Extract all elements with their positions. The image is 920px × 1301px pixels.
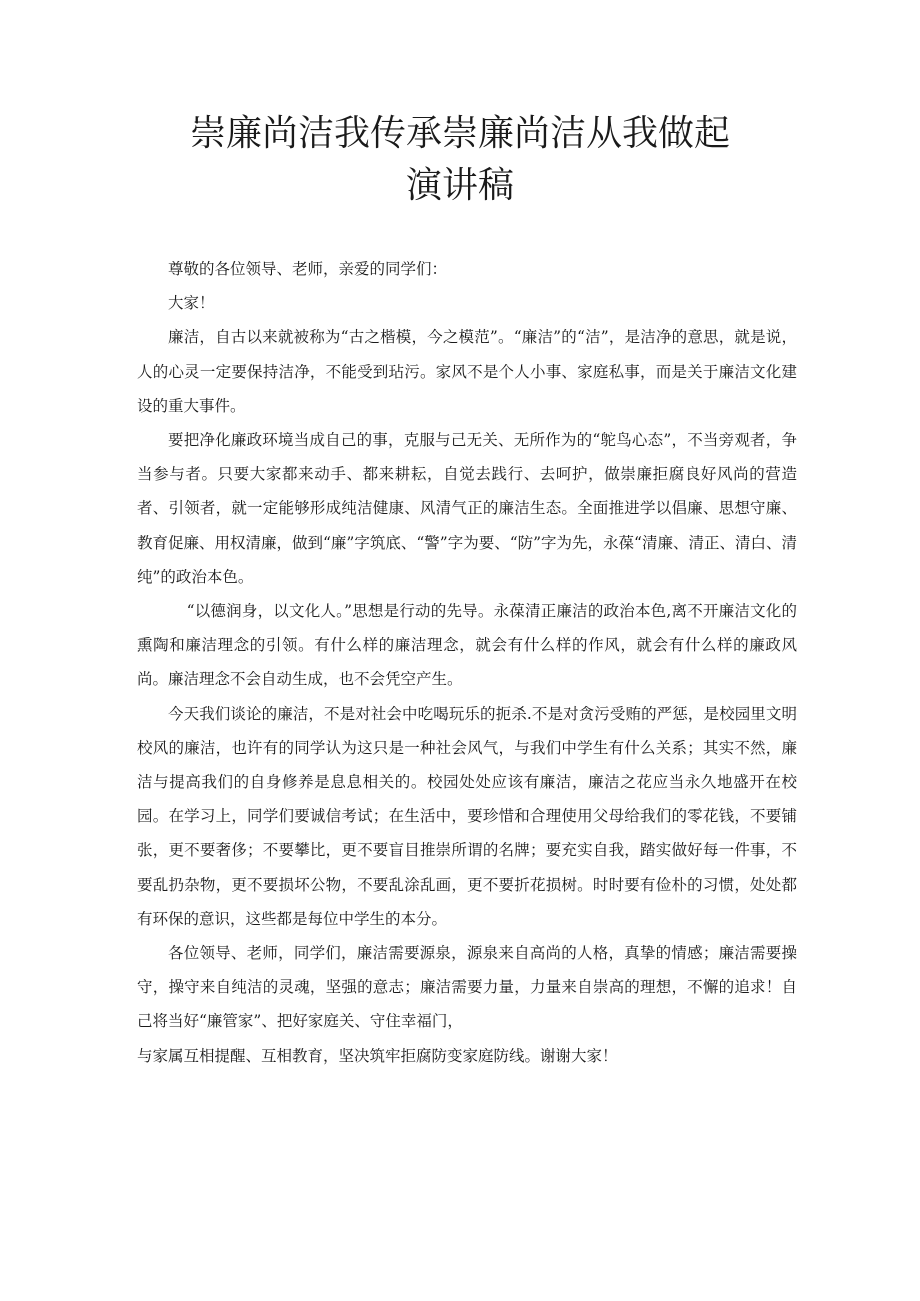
greeting: 尊敬的各位领导、老师，亲爱的同学们： bbox=[168, 260, 448, 278]
salutation: 大家！ bbox=[168, 294, 215, 313]
document-body bbox=[137, 252, 797, 1073]
closing-line: 与家属互相提醒、互相教育，坚决筑牢拒腐防变家庭防线。谢谢大家！ bbox=[137, 1046, 618, 1065]
paragraph-2: 要把净化廉政环境当成自己的事，克服与己无关、无所作为的“鸵鸟心态”，不当旁观者，争当参与者。只要大家都来动手、都来耕耘，自觉去践行、去呵护，做崇廉拒腐良好风尚的营造者、引领者，就一定能够形成纯洁健康、风清气正的廉洁生态。全面推进学以倡廉、思想守廉、教育促廉、用权清廉，做到“廉”字筑底、“警”字为要、“防”字为先，永葆“清廉、清正、清白、清纯”的政治本色。 bbox=[137, 431, 797, 586]
document-title bbox=[0, 108, 920, 212]
paragraph-1: 廉洁，自古以来就被称为“古之楷模，今之模范”。“廉洁”的“洁”，是洁净的意思，就是说，人的心灵一定要保持洁净，不能受到玷污。家风不是个人小事、家庭私事，而是关于廉洁文化建设的重大事件。 bbox=[137, 328, 797, 415]
paragraph-5: 各位领导、老师，同学们，廉洁需要源泉，源泉来自高尚的人格，真挚的情感；廉洁需要操守，操守来自纯洁的灵魂，坚强的意志；廉洁需要力量，力量来自崇高的理想，不懈的追求！自己将当好“廉管家”、把好家庭关、守住幸福门， bbox=[137, 944, 797, 1031]
title-line-1: 崇廉尚洁我传承崇廉尚洁从我做起 bbox=[189, 113, 730, 154]
paragraph-4: 今天我们谈论的廉洁，不是对社会中吃喝玩乐的扼杀.不是对贪污受贿的严惩，是校园里文明校风的廉洁，也许有的同学认为这只是一种社会风气，与我们中学生有什么关系；其实不然，廉洁与提高我们的自身修养是息息相关的。校园处处应该有廉洁，廉洁之花应当永久地盛开在校园。在学习上，同学们要诚信考试；在生活中，要珍惜和合理使用父母给我们的零花钱，不要铺张，更不要奢侈；不要攀比，更不要盲目推崇所谓的名牌；要充实自我，踏实做好每一件事，不要乱扔杂物，更不要损坏公物，不要乱涂乱画，更不要折花损树。时时要有俭朴的习惯，处处都有环保的意识，这些都是每位中学生的本分。 bbox=[137, 704, 797, 928]
title-line-2: 演讲稿 bbox=[405, 165, 514, 206]
paragraph-3: “以德润身，以文化人。”思想是行动的先导。永葆清正廉洁的政治本色,离不开廉洁文化的熏陶和廉洁理念的引领。有什么样的廉洁理念，就会有什么样的作风，就会有什么样的廉政风尚。廉洁理念不会自动生成，也不会凭空产生。 bbox=[137, 602, 797, 689]
